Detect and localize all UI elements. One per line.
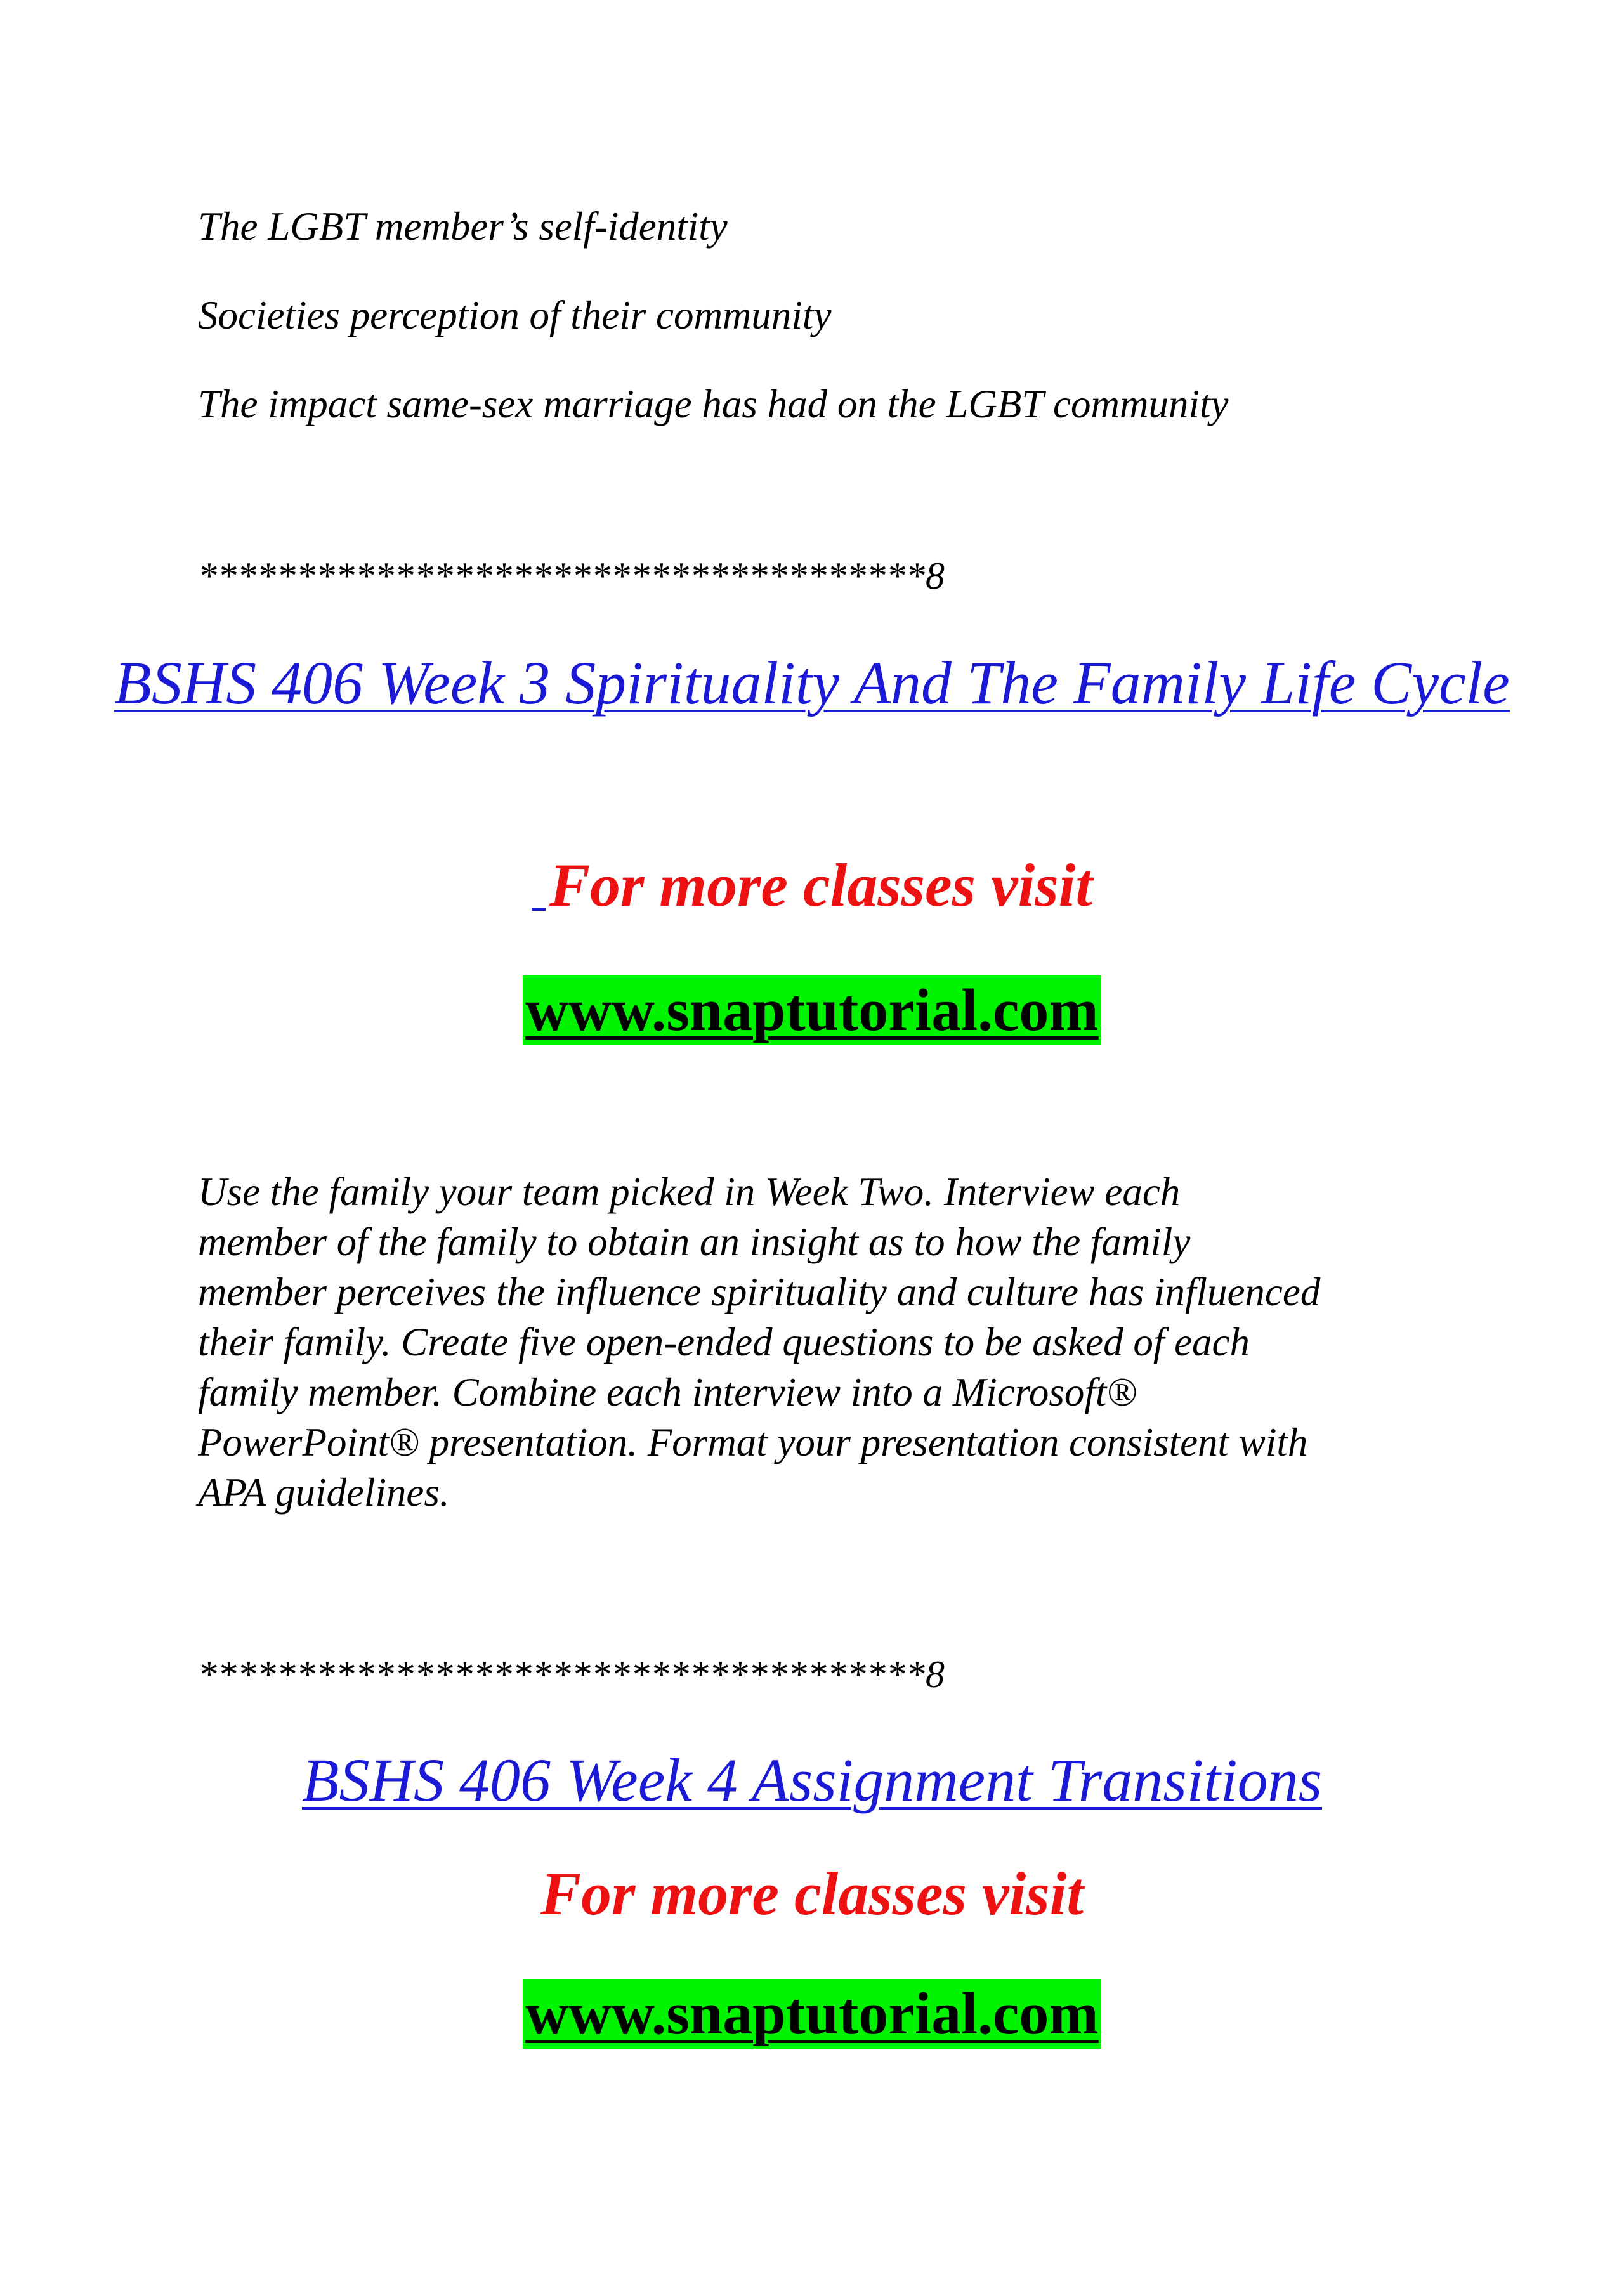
website-link[interactable]: www.snaptutorial.com: [523, 1979, 1101, 2049]
description-line: Use the family your team picked in Week Two. Interview each: [198, 1170, 1181, 1214]
course-link-week-3[interactable]: BSHS 406 Week 3 Spirituality And The Family Life Cycle: [114, 649, 1510, 717]
website-row: [0, 975, 1624, 1045]
promo-label: For more classes visit: [549, 851, 1092, 919]
description-line: APA guidelines.: [198, 1470, 450, 1515]
course-link-week-4[interactable]: BSHS 406 Week 4 Assignment Transitions: [301, 1746, 1323, 1814]
topic-society-perception: Societies perception of their community: [198, 293, 832, 337]
description-line: member of the family to obtain an insight as to how the family: [198, 1220, 1191, 1264]
description-line: family member. Combine each interview into a Microsoft®: [198, 1370, 1137, 1414]
link-underline-mark: [532, 908, 546, 911]
assignment-description: [198, 1167, 1467, 1518]
website-link[interactable]: www.snaptutorial.com: [523, 975, 1101, 1045]
description-line: member perceives the influence spirituality and culture has influenced: [198, 1270, 1321, 1314]
website-row: [0, 1979, 1624, 2049]
topic-self-identity: The LGBT member’s self-identity: [198, 204, 728, 249]
section-separator: *************************************8: [198, 555, 945, 597]
description-line: PowerPoint® presentation. Format your presentation consistent with: [198, 1420, 1308, 1464]
topic-same-sex-marriage: The impact same-sex marriage has had on the LGBT community: [198, 382, 1229, 426]
promo-text: [0, 851, 1624, 919]
section-separator: *************************************8: [198, 1654, 945, 1695]
promo-text: For more classes visit: [540, 1860, 1084, 1927]
description-line: their family. Create five open-ended questions to be asked of each: [198, 1320, 1250, 1364]
